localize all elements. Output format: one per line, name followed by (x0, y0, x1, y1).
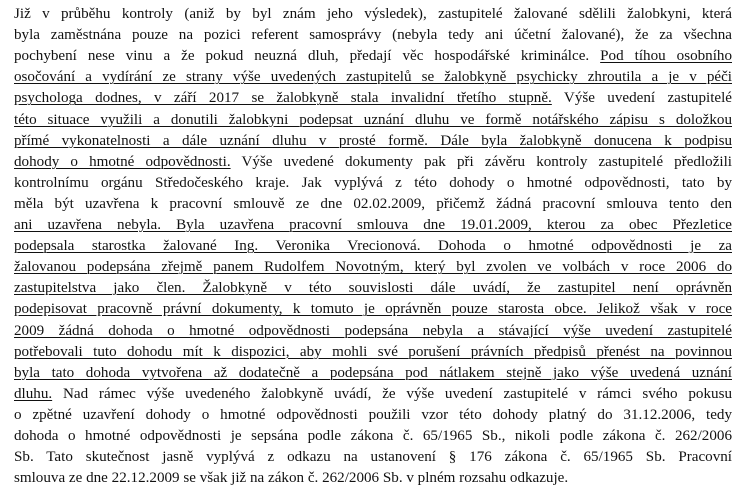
text-line (14, 383, 732, 405)
text-line (14, 235, 732, 257)
underlined-text: byla tato dohoda vytvořena až dodatečně a podepsána pod nátlakem stejně jako výše uvedená uznání (14, 364, 732, 381)
underlined-text: dluhu. (14, 385, 53, 402)
text-segment: Nad rámec výše uvedeného žalobkyně uvádí, že výše uvedení zastupitelé v rámci svého pokusu (52, 385, 732, 402)
text-line (14, 214, 732, 236)
text-line (14, 404, 732, 426)
underlined-text: ani uzavřena nebyla. Byla uzavřena pracovní smlouva dne 19.01.2009, kterou za obec Přezletice (14, 217, 732, 233)
underlined-text: žalovanou podepsána zřejmě panem Rudolfem Novotným, který byl zvolen ve volbách v roce 2006 do (14, 259, 732, 276)
underlined-text: 2009 žádná dohoda o hmotné odpovědnosti podepsána nebyla a stávající výše uvedení zastupitelé (14, 322, 732, 339)
underlined-text: této situace využili a donutili žalobkyni podepsat uznání dluhu ve formě notářského zápisu s doložkou (14, 111, 732, 128)
text-segment: Sb. Tato skutečnost jasně vyplývá z odkazu na ustanovení § 176 zákona č. 65/1965 Sb. Pracovní (14, 449, 732, 466)
text-segment: Výše uvedené dokumenty pak při závěru kontroly zastupitelé předložili (230, 153, 732, 170)
text-segment: byla zaměstnána pouze na pozici referent samosprávy (nebyla tedy ani účetní žalované), že za všechna (14, 27, 732, 44)
text-line (14, 341, 732, 363)
underlined-text: přímé vykonatelnosti a dále uznání dluhu v prosté formě. Dále byla žalobkyně donucena k podpisu (14, 132, 732, 149)
text-line (14, 172, 732, 194)
text-line (14, 467, 732, 489)
text-segment: Již v průběhu kontroly (aniž by byl znám jeho výsledek), zastupitelé žalované sdělili žalobkyni, která (14, 6, 732, 22)
text-line (14, 109, 732, 131)
underlined-text: dohody o hmotné odpovědnosti. (14, 153, 231, 170)
text-line (14, 425, 732, 447)
text-line (14, 151, 732, 173)
text-line (14, 66, 732, 88)
text-segment: dohoda o hmotné odpovědnosti je sepsána podle zákona č. 65/1965 Sb., nikoli podle zákona č. 262/2006 (14, 428, 732, 444)
text-line (14, 87, 732, 109)
text-line (14, 130, 732, 152)
underlined-text: zastupitelstva jako člen. Žalobkyně v této souvislosti dále uvádí, že zastupitel není oprávněn (14, 280, 732, 297)
text-line (14, 362, 732, 384)
text-line (14, 3, 732, 25)
underlined-text: osočování a vydírání ze strany výše uvedených zastupitelů se žalobkyně psychicky zhroutila a je v péči (14, 69, 732, 86)
underlined-text: podepsala starostka žalované Ing. Veronika Vrecionová. Dohoda o hmotné odpovědnosti je za (14, 238, 732, 255)
underlined-text: psychologa dodnes, v září 2017 se žalobkyně stala invalidní třetího stupně. (14, 90, 552, 107)
text-segment: smlouva ze dne 22.12.2009 se však již na zákon č. 262/2006 Sb. v plném rozsahu odkazuje. (14, 470, 569, 487)
text-line (14, 193, 732, 215)
underlined-text: potřebovali tuto dohodu mít k dispozici, aby mohli své porušení právních předpisů přenést na povinnou (14, 343, 732, 360)
text-segment: pochybení nese vinu a že pokud neuzná dluh, předají věc hospodářské kriminálce. (14, 48, 601, 65)
underlined-text: Pod tíhou osobního (600, 48, 732, 65)
text-segment: kontrolnímu orgánu Středočeského kraje. Jak vyplývá z této dohody o hmotné odpovědnosti, tato by (14, 174, 732, 191)
text-segment: o zpětné uzavření dohody o hmotné odpovědnosti použili vzor této dohody platný do 31.12.2006, tedy (14, 406, 732, 423)
text-line (14, 320, 732, 342)
text-segment: měla být uzavřena k pracovní smlouvě ze dne 02.02.2009, přičemž žádná pracovní smlouva tento den (14, 195, 732, 212)
text-line (14, 446, 732, 468)
text-line (14, 256, 732, 278)
underlined-text: podepisovat pracovně právní dokumenty, k tomuto je oprávněn pouze starosta obce. Jelikož však v roce (14, 301, 732, 318)
text-line (14, 298, 732, 320)
text-line (14, 277, 732, 299)
text-line (14, 24, 732, 46)
text-segment: Výše uvedení zastupitelé (551, 90, 732, 107)
text-line (14, 45, 732, 67)
